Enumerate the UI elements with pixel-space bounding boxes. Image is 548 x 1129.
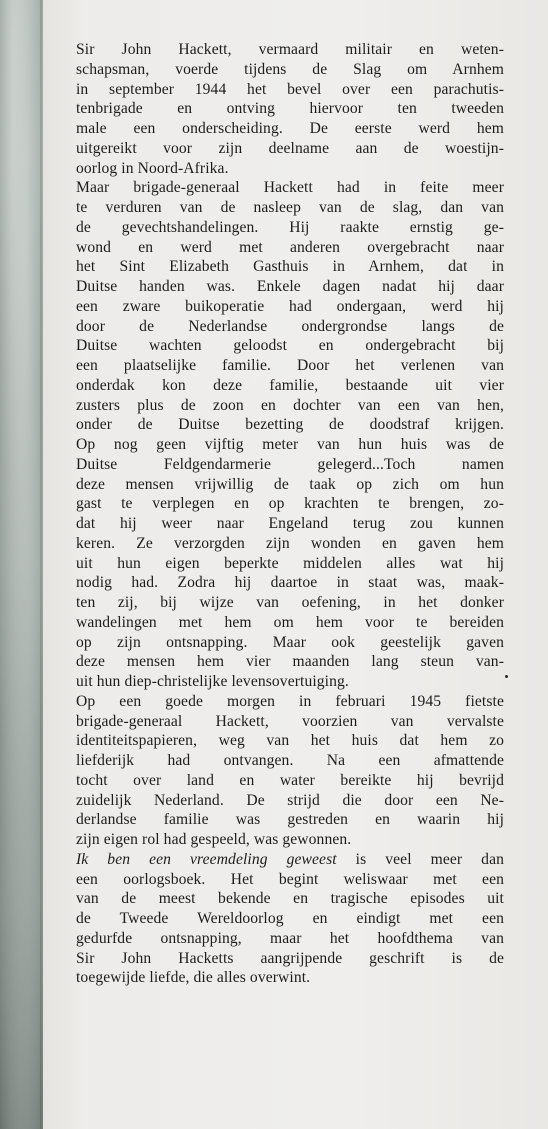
blurb-line: nodig had. Zodra hij daartoe in staat was, maak- xyxy=(76,574,504,592)
blurb-line: Op nog geen vijftig meter van hun huis was de xyxy=(76,436,504,453)
blurb-line: deze mensen hem vier maanden lang steun van- xyxy=(76,653,504,671)
blurb-line: van de meest bekende en tragische episodes uit xyxy=(76,890,504,908)
blurb-line: schapsman, voerde tijdens de Slag om Arnhem xyxy=(76,60,504,78)
blurb-line-book-title xyxy=(76,850,504,870)
blurb-line-rest: is veel meer dan xyxy=(336,850,504,868)
blurb-line: Maar brigade-generaal Hackett had in feite meer xyxy=(76,179,504,197)
back-cover-page xyxy=(43,0,548,1129)
blurb-line: het Sint Elizabeth Gasthuis in Arnhem, dat in xyxy=(76,258,504,276)
blurb-line: tenbrigade en ontving hiervoor ten tweeden xyxy=(76,100,504,118)
blurb-line: Duitse wachten geloodst en ondergebracht bij xyxy=(76,337,504,355)
blurb-line: Op een goede morgen in februari 1945 fietste xyxy=(76,692,504,710)
blurb-line: wond en werd met anderen overgebracht naar xyxy=(76,238,504,256)
blurb-line: Duitse handen was. Enkele dagen nadat hij daar xyxy=(76,278,504,295)
blurb-line: door de Nederlandse ondergrondse langs de xyxy=(76,317,504,335)
blurb-line: oorlog in Noord-Afrika. xyxy=(76,159,229,177)
blurb-line: onder de Duitse bezetting de doodstraf krijgen. xyxy=(76,416,504,434)
blurb-line: toegewijde liefde, die alles overwint. xyxy=(76,969,311,987)
blurb-line: gedurfde ontsnapping, maar het hoofdthema van xyxy=(76,929,504,947)
blurb-line: zusters plus de zoon en dochter van een van hen, xyxy=(76,396,504,414)
blurb-line: dat hij weer naar Engeland terug zou kunnen xyxy=(76,515,504,532)
blurb-line: op zijn ontsnapping. Maar ook geestelijk gaven xyxy=(76,633,504,651)
blurb-line: uitgereikt voor zijn deelname aan de woestijn- xyxy=(76,139,504,157)
paper-speck xyxy=(505,675,508,678)
blurb-line: liefderijk had ontvangen. Na een afmattende xyxy=(76,752,504,769)
blurb-line: de gevechtshandelingen. Hij raakte ernstig ge- xyxy=(76,218,504,236)
blurb-line: male een onderscheiding. De eerste werd hem xyxy=(76,120,504,137)
book-title: Ik ben een vreemdeling geweest xyxy=(76,850,337,868)
blurb-line: te verduren van de nasleep van de slag, dan van xyxy=(76,199,504,216)
blurb-line: zuidelijk Nederland. De strijd die door een Ne- xyxy=(76,791,504,809)
blurb-line: identiteitspapieren, weg van het huis dat hem zo xyxy=(76,732,504,750)
blurb-line: deze mensen vrijwillig de taak op zich om hun xyxy=(76,475,504,493)
blurb-line: onderdak kon deze familie, bestaande uit vier xyxy=(76,376,504,394)
blurb-line: Duitse Feldgendarmerie gelegerd...Toch namen xyxy=(76,455,504,473)
book-cover-photo-strip xyxy=(0,0,43,1129)
blurb-line: een zware buikoperatie had ondergaan, werd hij xyxy=(76,297,504,315)
blurb-line: een plaatselijke familie. Door het verlenen van xyxy=(76,357,504,374)
blurb-line: Sir John Hackett, vermaard militair en weten- xyxy=(76,41,504,58)
back-cover-blurb xyxy=(76,40,504,988)
blurb-line: Sir John Hacketts aangrijpende geschrift is de xyxy=(76,949,504,967)
blurb-line: ten zij, bij wijze van oefening, in het donker xyxy=(76,594,504,611)
blurb-line: gast te verplegen en op krachten te brengen, zo- xyxy=(76,495,504,513)
blurb-line: een oorlogsboek. Het begint weliswaar met een xyxy=(76,870,504,888)
blurb-line: brigade-generaal Hackett, voorzien van vervalste xyxy=(76,712,504,730)
blurb-line: zijn eigen rol had gespeeld, was gewonnen. xyxy=(76,831,352,848)
blurb-line: wandelingen met hem om hem voor te bereiden xyxy=(76,613,504,631)
blurb-line: tocht over land en water bereikte hij bevrijd xyxy=(76,771,504,789)
blurb-line: in september 1944 het bevel over een parachutis- xyxy=(76,80,504,98)
blurb-line: keren. Ze verzorgden zijn wonden en gaven hem xyxy=(76,534,504,552)
blurb-line: derlandse familie was gestreden en waarin hij xyxy=(76,811,504,829)
blurb-line: de Tweede Wereldoorlog en eindigt met een xyxy=(76,910,504,927)
blurb-line: uit hun eigen beperkte middelen alles wat hij xyxy=(76,554,504,572)
blurb-line: uit hun diep-christelijke levensovertuiging. xyxy=(76,673,349,690)
